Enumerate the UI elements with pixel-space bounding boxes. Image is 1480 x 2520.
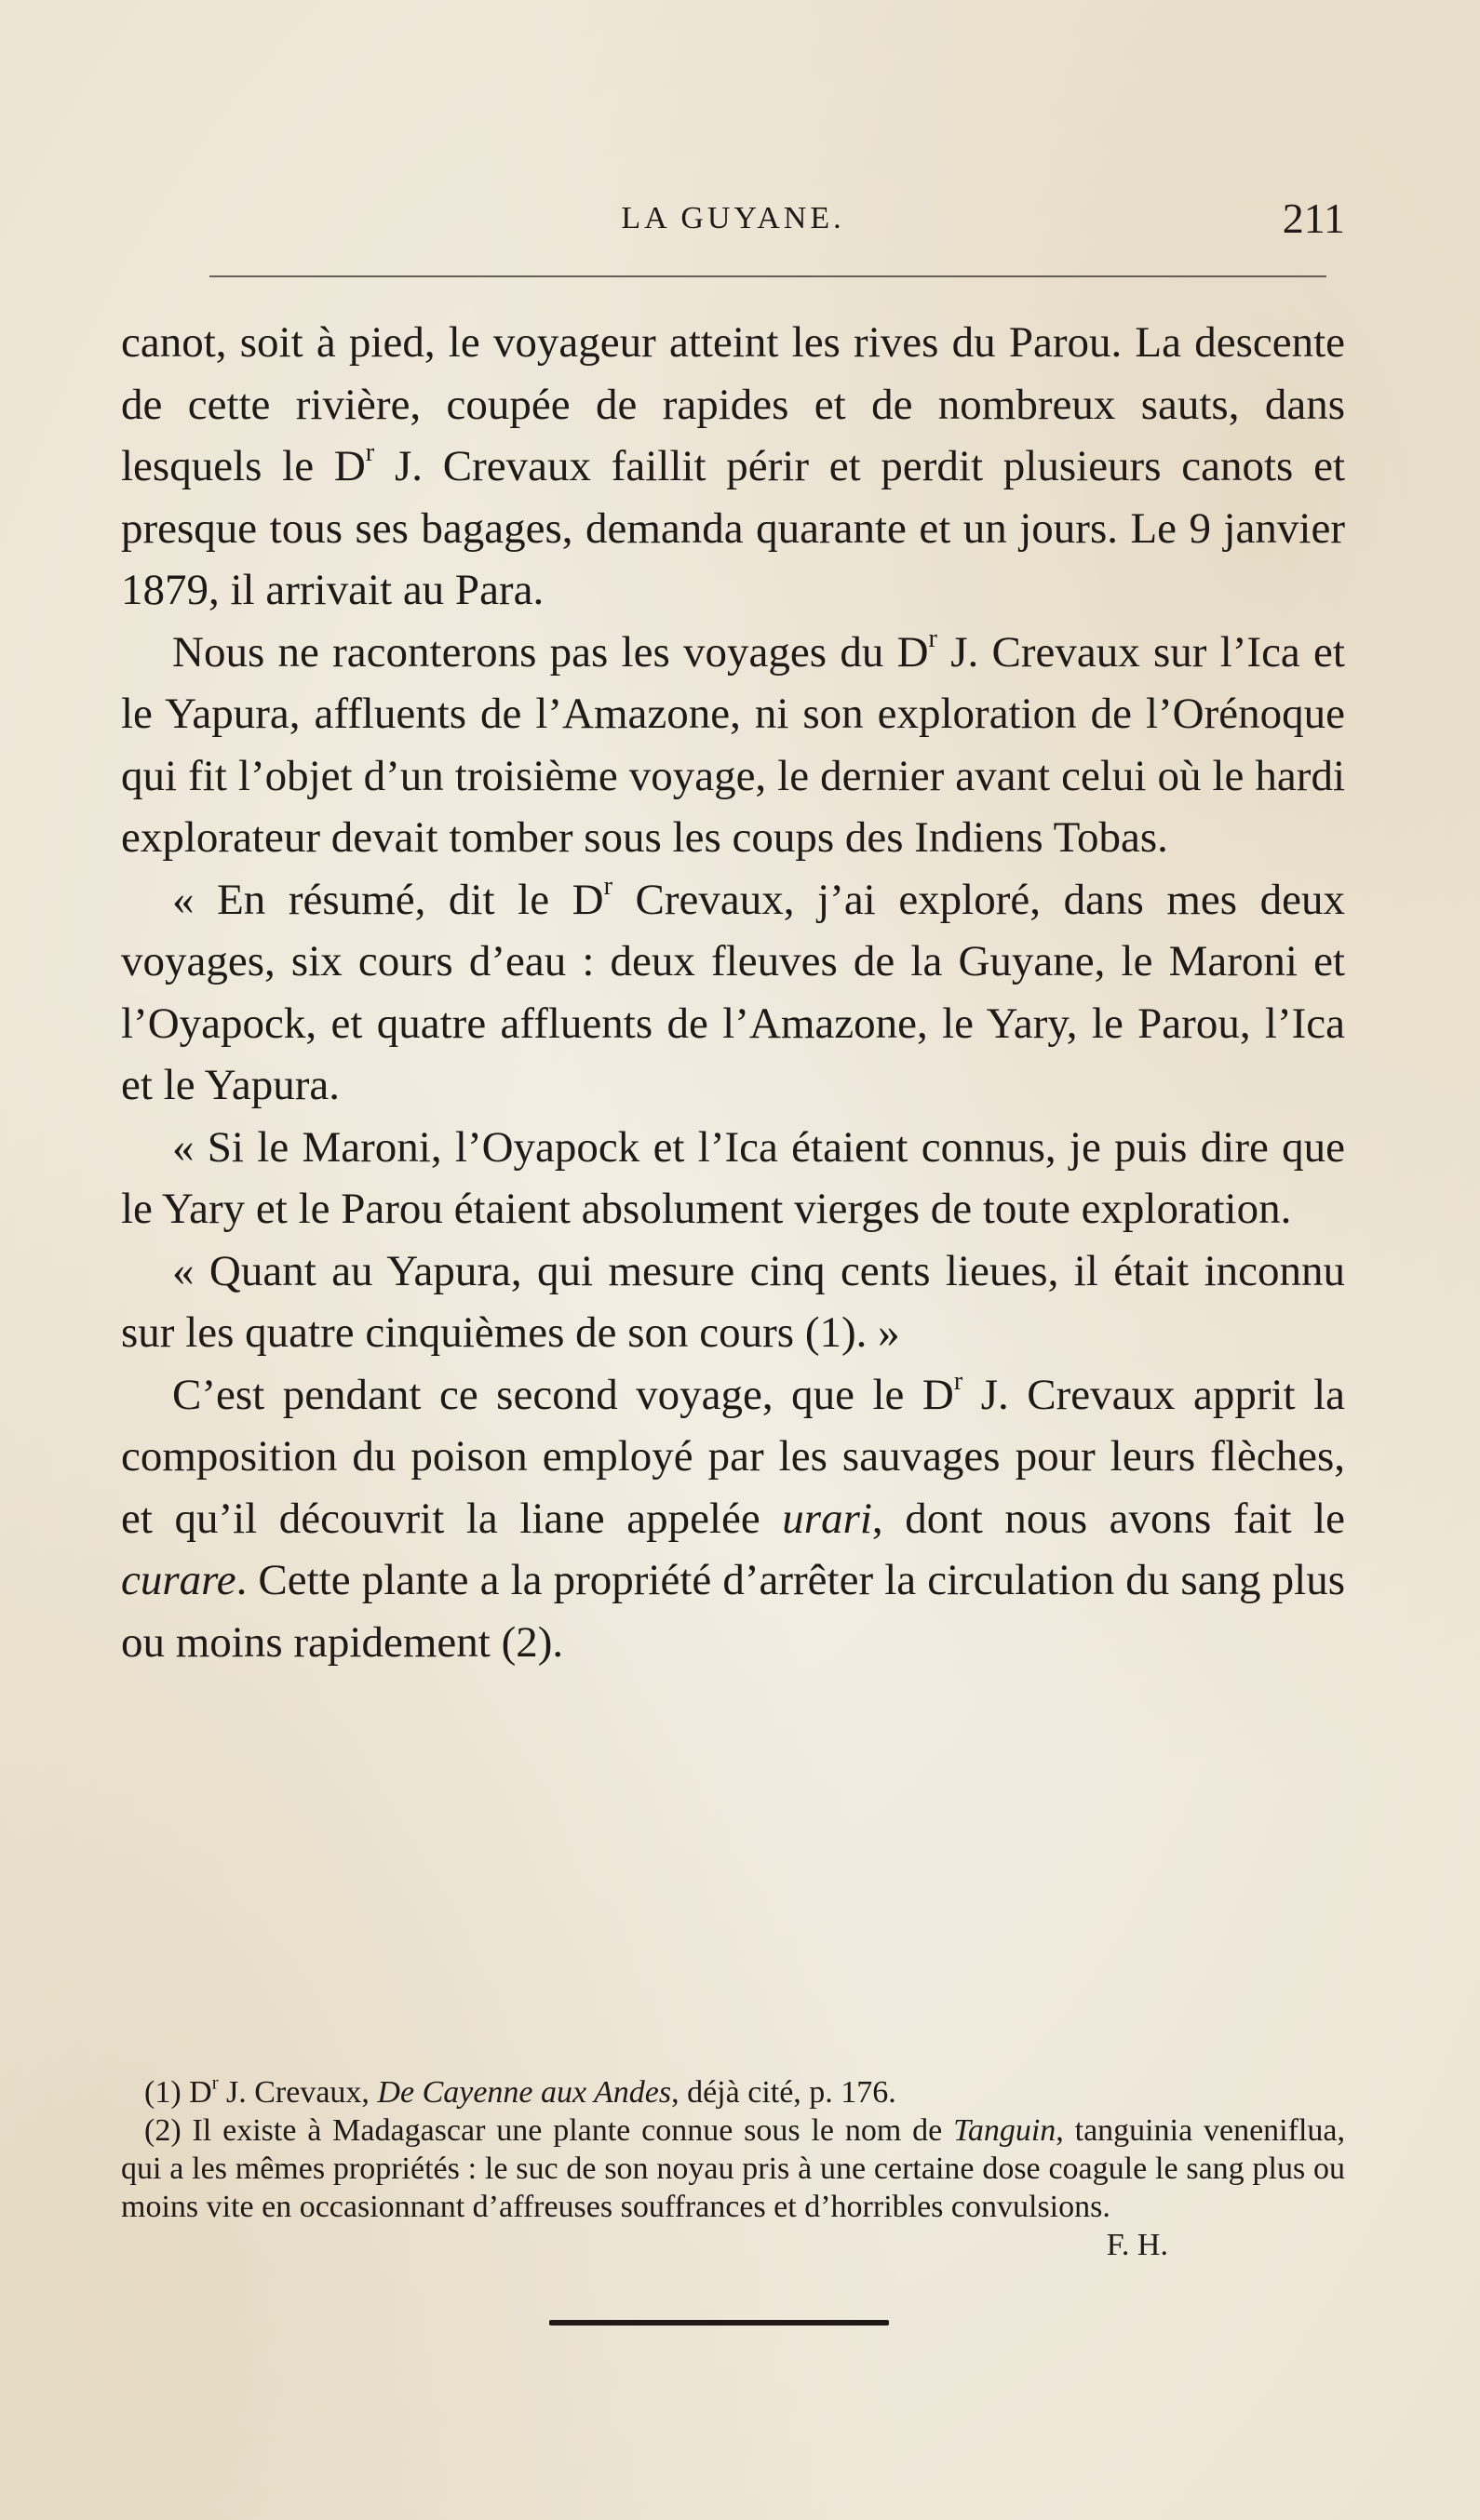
- paragraph-2: Nous ne raconterons pas les voyages du $D^r$ J. Crevaux sur l’Ica et le Yapura, affluents de l’Amazone, ni son exploration de l’Orénoque qui fit l’objet d’un troisième voyage, le dernier avant celui où le hardi explorateur devait tomber sous les coups des Indiens Tobas.: [121, 623, 1345, 862]
- paragraph-3: « En résumé, dit le $D^r$ Crevaux, j’ai exploré, dans mes deux voyages, six cours d’eau : deux fleuves de la Guyane, le Maroni et l’Oyapock, et quatre affluents de l’Amazone, le Yary, le Parou, l’Ica et le Yapura.: [121, 871, 1345, 1109]
- paragraph-5: « Quant au Yapura, qui mesure cinq cents lieues, il était inconnu sur les quatre cinquièmes de son cours (1). »: [121, 1246, 1345, 1357]
- paragraph-1: canot, soit à pied, le voyageur atteint les rives du Parou. La descente de cette rivière, coupée de rapides et de nombreux sauts, dans lesquels le $D^r$ J. Crevaux faillit périr et perdit plusieurs canots et presque tous ses bagages, demanda quarante et un jours. Le 9 janvier 1879, il arrivait au Para.: [121, 318, 1345, 614]
- page-number: 211: [1282, 194, 1345, 242]
- bottom-rule: [549, 2320, 889, 2326]
- footnotes: [121, 2073, 1345, 2264]
- main-text: [121, 312, 1345, 1673]
- page-header: [121, 191, 1345, 247]
- footnote-signature: F. H.: [1106, 2228, 1168, 2262]
- footnote-2: (2) Il existe à Madagascar une plante connue sous le nom de Tanguin, tanguinia veneniflua, qui a les mêmes propriétés : le suc de son noyau pris à une certaine dose coagule le sang plus ou moins vite en occasionnant d’affreuses souffrances et d’horribles convulsions. F. H.: [121, 2113, 1345, 2262]
- footnote-1: (1) $D^r$ J. Crevaux, De Cayenne aux Andes, déjà cité, p. 176.: [144, 2072, 896, 2110]
- paragraph-4: « Si le Maroni, l’Oyapock et l’Ica étaient connus, je puis dire que le Yary et le Parou étaient absolument vierges de toute exploration.: [121, 1122, 1345, 1233]
- paragraph-6: C’est pendant ce second voyage, que le $D^r$ J. Crevaux apprit la composition du poison employé par les sauvages pour leurs flèches, et qu’il découvrit la liane appelée urari, dont nous avons fait le curare. Cette plante a la propriété d’arrêter la circulation du sang plus ou moins rapidement (2).: [121, 1366, 1345, 1667]
- running-title: LA GUYANE.: [621, 201, 845, 235]
- header-rule: [209, 275, 1326, 277]
